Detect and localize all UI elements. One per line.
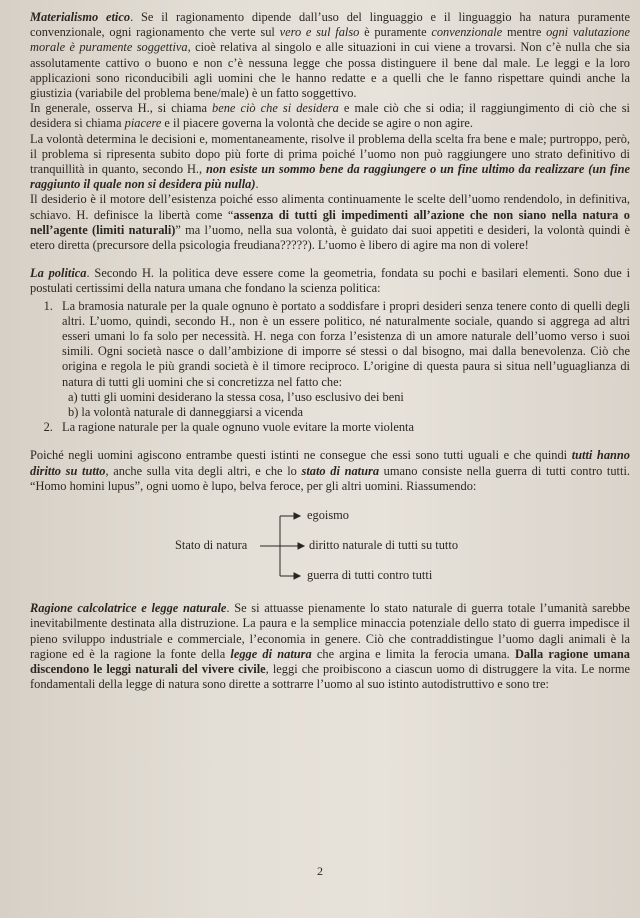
paragraph-politica: La politica. Secondo H. la politica deve essere come la geometria, fondata su pochi e basilari elementi. Sono due i postulati certissimi della natura umana che fondano la scienza politica: (30, 266, 631, 296)
page-number: 2 (317, 864, 323, 878)
list-item: 2. La ragione naturale per la quale ognuno vuole evitare la morte violenta (56, 420, 630, 435)
heading-politica: La politica (30, 266, 87, 281)
postulati-list (30, 299, 630, 436)
diagram-guerra: guerra di tutti contro tutti (307, 568, 433, 583)
paragraph-bene-male: In generale, osserva H., si chiama bene ciò che si desidera e male ciò che si odia; il raggiungimento di ciò che si desidera si chiama piacere e il piacere governa la volontà che decide se agire o non agire. (30, 101, 630, 131)
sub-item-b: b) la volontà naturale di danneggiarsi a vicenda (68, 405, 303, 420)
paragraph-stato-natura: Poiché negli uomini agiscono entrambe questi istinti ne consegue che essi sono tutti uguali e che quindi tutti hanno diritto su tutto, anche sulla vita degli altri, e che lo stato di natura umano consiste nella guerra di tutti contro tutti. “Homo homini lupus”, ogni uomo è lupo, belva feroce, per gli altri uomini. Riassumendo: (30, 448, 630, 493)
diagram-egoismo: egoismo (307, 508, 349, 523)
stato-natura-diagram (30, 498, 630, 588)
paragraph-materialismo: Materialismo etico. Se il ragionamento dipende dall’uso del linguaggio e il linguaggio ha natura puramente convenzionale, ogni ragionamento che verte sul vero e sul falso è puramente convenzionale mentre ogni valutazione morale è puramente soggettiva, cioè relativa al singolo e alle situazioni in cui viene a trovarsi. Non c’è nulla che sia assolutamente cattivo o buono e non c’è nessuna legge che possa distinguere il bene dal male. Le leggi e la loro applicazioni sono riconducibili agli uomini che le hanno redatte e a quelli che le fanno rispettare quindi anche la giustizia (variabile del problema bene/male) è un fatto soggettivo. (30, 10, 630, 101)
diagram-diritto: diritto naturale di tutti su tutto (309, 538, 459, 553)
sub-item-a: a) tutti gli uomini desiderano la stessa cosa, l’uso esclusivo dei beni (68, 389, 404, 404)
paragraph-ragione: Ragione calcolatrice e legge naturale. Se si attuasse pienamente lo stato naturale di guerra totale l’umanità sarebbe inevitabilmente destinata alla distruzione. La paura e la semplice minaccia potenziale dello stato di guerra impedisce il pieno sviluppo industriale e commerciale, l’economia in genere. Ciò che contraddistingue l’uomo dagli animali è la ragione ed è la ragione la fonte della legge di natura che argina e limita la ferocia umana. Dalla ragione umana discendono le leggi naturali del vivere civile, leggi che proibiscono a ciascun uomo di distruggere la vita. Le norme fondamentali della legge di natura sono dirette a sottrarre l’uomo al suo istinto autodistruttivo e sono tre: (30, 601, 631, 692)
paragraph-volonta: La volontà determina le decisioni e, momentaneamente, risolve il problema della scelta fra bene e male; purtroppo, però, il problema si ripresenta subito dopo più forte di prima poiché l’uomo non può raggiungere uno strato definitivo di tranquillità in quanto, secondo H., non esiste un sommo bene da raggiungere o un fine ultimo da realizzare (un fine raggiunto il quale non si desidera più nulla). (30, 131, 631, 192)
paragraph-desiderio: Il desiderio è il motore dell’esistenza poiché esso alimenta continuamente le scelte dell’uomo rendendolo, in definitiva, schiavo. H. definisce la libertà come “assenza di tutti gli impedimenti all’azione che non siano nella natura o nell’agente (limiti naturali)” ma l’uomo, nella sua volontà, è guidato dai suoi appetiti e desideri, la volontà quindi è etero diretta (precursore della psicologia freudiana?????). L’uomo è libero di agire ma non di volere! (30, 192, 631, 253)
sub-list (62, 390, 630, 420)
list-item: 1. La bramosia naturale per la quale ognuno è portato a soddisfare i propri desideri senza tenere conto di quelli degli altri. L’uomo, quindi, secondo H., non è un essere politico, né naturalmente sociale, quando si aggrega ad altri esseri umani lo fa solo per necessità. H. nega con forza l’esistenza di un amore naturale dell’uomo verso i suoi simili. Ogni società nasce o dall’ambizione di imporre sé stessi o dal bisogno, mai dalla benevolenza. Ciò che origina e regola le più grandi società è il timore reciproco. L’origine di questa paura si situa nell’uguaglianza di natura di tutti gli uomini che si concretizza nel fatto che: a) tutti gli uomini desiderano la stessa cosa, l’uso esclusivo dei beni b) la volontà naturale di danneggiarsi a vicenda (56, 299, 630, 421)
diagram-source: Stato di natura (175, 538, 248, 553)
heading-ragione: Ragione calcolatrice e legge naturale (30, 601, 227, 616)
heading-materialismo: Materialismo etico (30, 10, 131, 24)
